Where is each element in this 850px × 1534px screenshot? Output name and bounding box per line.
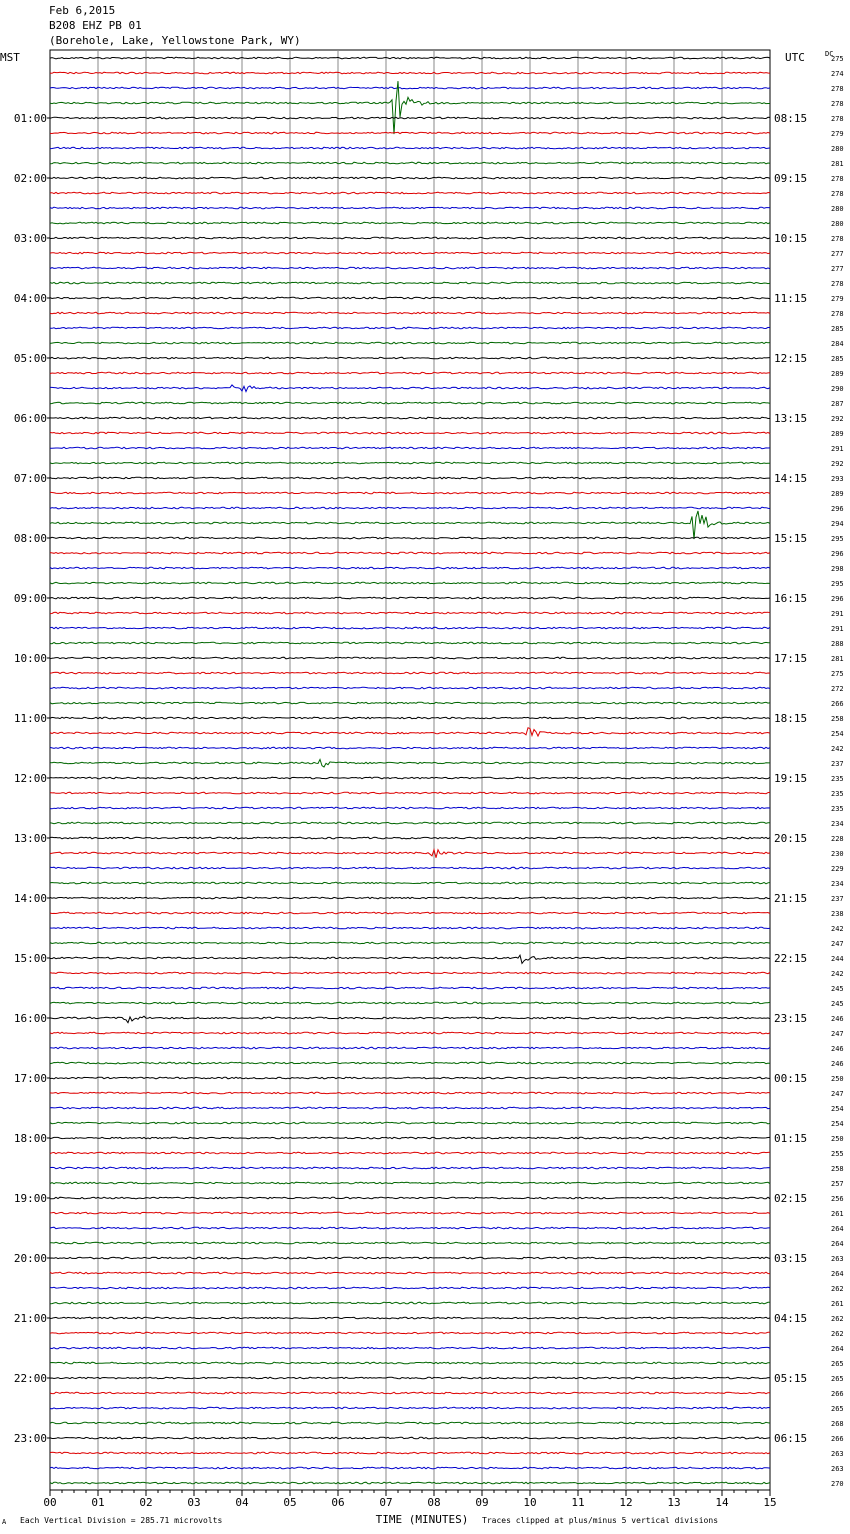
trace-line [50, 1422, 770, 1424]
trace-line [50, 492, 770, 494]
dc-offset-label: 250 [831, 1135, 844, 1143]
dc-offset-label: 263 [831, 1450, 844, 1458]
trace-line [50, 897, 770, 899]
trace-line [50, 687, 770, 689]
trace-line [50, 837, 770, 839]
x-tick-label: 13 [667, 1496, 681, 1509]
utc-hour-label: 22:15 [774, 952, 808, 965]
utc-hour-label: 04:15 [774, 1312, 808, 1325]
utc-hour-label: 20:15 [774, 832, 808, 845]
trace-line [50, 417, 770, 419]
dc-offset-label: 245 [831, 985, 844, 993]
trace-line [50, 1362, 770, 1364]
trace-line [50, 162, 770, 164]
dc-offset-label: 295 [831, 580, 844, 588]
x-tick-label: 09 [475, 1496, 489, 1509]
dc-offset-label: 285 [831, 355, 844, 363]
dc-offset-label: 254 [831, 1120, 844, 1128]
x-tick-label: 15 [763, 1496, 777, 1509]
trace-line [50, 728, 770, 736]
trace-line [50, 1152, 770, 1154]
dc-offset-label: 275 [831, 55, 844, 63]
dc-offset-label: 250 [831, 1075, 844, 1083]
trace-line [50, 867, 770, 869]
trace-line [50, 1047, 770, 1049]
dc-offset-label: 256 [831, 1195, 844, 1203]
mst-hour-label: 16:00 [13, 1012, 47, 1025]
trace-line [50, 1167, 770, 1169]
mst-hour-label: 22:00 [13, 1372, 47, 1385]
dc-offset-label: 258 [831, 715, 844, 723]
trace-line [50, 147, 770, 149]
utc-hour-label: 21:15 [774, 892, 808, 905]
trace-line [50, 462, 770, 464]
trace-line [50, 312, 770, 314]
utc-hour-label: 10:15 [774, 232, 808, 245]
dc-offset-label: 261 [831, 1210, 844, 1218]
utc-hour-label: 13:15 [774, 412, 808, 425]
dc-offset-label: 262 [831, 1285, 844, 1293]
dc-offset-label: 247 [831, 940, 844, 948]
dc-axis-label: DC [825, 50, 834, 58]
dc-offset-label: 281 [831, 655, 844, 663]
dc-offset-label: 229 [831, 865, 844, 873]
utc-hour-label: 23:15 [774, 1012, 808, 1025]
dc-offset-label: 280 [831, 205, 844, 213]
trace-line [50, 1407, 770, 1409]
trace-line [50, 777, 770, 779]
dc-offset-label: 270 [831, 1480, 844, 1488]
dc-offset-label: 262 [831, 1330, 844, 1338]
trace-line [50, 1317, 770, 1319]
dc-offset-label: 261 [831, 1300, 844, 1308]
trace-line [50, 1437, 770, 1439]
dc-offset-label: 235 [831, 775, 844, 783]
dc-offset-label: 278 [831, 85, 844, 93]
trace-line [50, 1377, 770, 1379]
trace-line [50, 1302, 770, 1304]
trace-line [50, 282, 770, 284]
x-tick-label: 10 [523, 1496, 537, 1509]
dc-offset-label: 278 [831, 190, 844, 198]
trace-line [50, 642, 770, 644]
x-axis-title: TIME (MINUTES) [375, 1513, 469, 1526]
dc-offset-label: 258 [831, 1165, 844, 1173]
dc-offset-label: 290 [831, 385, 844, 393]
mst-hour-label: 02:00 [13, 172, 47, 185]
trace-line [50, 1077, 770, 1079]
dc-offset-label: 289 [831, 370, 844, 378]
utc-hour-label: 03:15 [774, 1252, 808, 1265]
utc-hour-label: 06:15 [774, 1432, 808, 1445]
trace-line [50, 567, 770, 569]
trace-line [50, 327, 770, 329]
x-tick-label: 00 [43, 1496, 57, 1509]
trace-line [50, 760, 770, 768]
trace-line [50, 222, 770, 224]
dc-offset-label: 289 [831, 490, 844, 498]
mst-hour-label: 04:00 [13, 292, 47, 305]
trace-line [50, 747, 770, 749]
trace-line [50, 72, 770, 74]
dc-offset-label: 285 [831, 325, 844, 333]
mst-hour-label: 09:00 [13, 592, 47, 605]
trace-line [50, 942, 770, 944]
dc-offset-label: 246 [831, 1015, 844, 1023]
header-station: B208 EHZ PB 01 [49, 19, 142, 32]
dc-offset-label: 281 [831, 160, 844, 168]
trace-line [50, 1212, 770, 1214]
corner-mark: A [2, 1518, 7, 1526]
trace-line [50, 1482, 770, 1484]
dc-offset-label: 274 [831, 70, 844, 78]
trace-line [50, 447, 770, 449]
mst-hour-label: 15:00 [13, 952, 47, 965]
dc-offset-label: 288 [831, 640, 844, 648]
mst-hour-label: 01:00 [13, 112, 47, 125]
dc-offset-label: 277 [831, 250, 844, 258]
traces-group [50, 57, 770, 1484]
trace-line [50, 372, 770, 374]
dc-offset-label: 293 [831, 475, 844, 483]
trace-line [50, 822, 770, 824]
dc-offset-label: 263 [831, 1255, 844, 1263]
dc-offset-label: 287 [831, 400, 844, 408]
trace-line [50, 1272, 770, 1274]
dc-offset-label: 246 [831, 1045, 844, 1053]
utc-hour-label: 11:15 [774, 292, 808, 305]
dc-offset-label: 265 [831, 1375, 844, 1383]
dc-offset-label: 292 [831, 415, 844, 423]
trace-line [50, 972, 770, 974]
trace-line [50, 432, 770, 434]
trace-line [50, 267, 770, 269]
dc-offset-label: 291 [831, 625, 844, 633]
dc-offset-label: 242 [831, 925, 844, 933]
dc-offset-label: 246 [831, 1060, 844, 1068]
header-date: Feb 6,2015 [49, 4, 116, 17]
mst-hour-label: 11:00 [13, 712, 47, 725]
trace-line [50, 385, 770, 392]
trace-line [50, 132, 770, 134]
dc-offset-label: 295 [831, 535, 844, 543]
dc-offset-label: 280 [831, 145, 844, 153]
trace-line [50, 657, 770, 659]
dc-offset-label: 245 [831, 1000, 844, 1008]
dc-offset-label: 264 [831, 1225, 844, 1233]
trace-line [50, 552, 770, 554]
x-tick-label: 01 [91, 1496, 105, 1509]
dc-offset-label: 291 [831, 610, 844, 618]
dc-offset-label: 268 [831, 1420, 844, 1428]
dc-offset-label: 234 [831, 820, 844, 828]
dc-offset-label: 296 [831, 505, 844, 513]
dc-offset-label: 255 [831, 1150, 844, 1158]
trace-line [50, 612, 770, 614]
trace-line [50, 237, 770, 239]
dc-offset-label: 278 [831, 175, 844, 183]
dc-offset-label: 254 [831, 1105, 844, 1113]
dc-offset-label: 296 [831, 550, 844, 558]
dc-offset-label: 278 [831, 100, 844, 108]
trace-line [50, 252, 770, 254]
trace-line [50, 1242, 770, 1244]
mst-hour-label: 03:00 [13, 232, 47, 245]
trace-line [50, 1287, 770, 1289]
dc-offset-label: 291 [831, 445, 844, 453]
trace-line [50, 627, 770, 629]
trace-line [50, 1332, 770, 1334]
trace-line [50, 192, 770, 194]
mst-hour-label: 18:00 [13, 1132, 47, 1145]
dc-offset-label: 242 [831, 970, 844, 978]
dc-offset-label: 275 [831, 670, 844, 678]
dc-offset-label: 289 [831, 430, 844, 438]
mst-hour-label: 12:00 [13, 772, 47, 785]
dc-offset-label: 235 [831, 790, 844, 798]
dc-offset-label: 247 [831, 1090, 844, 1098]
scale-note: Each Vertical Division = 285.71 microvolts [20, 1516, 223, 1525]
trace-line [50, 1452, 770, 1454]
utc-hour-label: 05:15 [774, 1372, 808, 1385]
dc-offset-label: 254 [831, 730, 844, 738]
dc-offset-label: 264 [831, 1345, 844, 1353]
dc-offset-label: 244 [831, 955, 844, 963]
trace-line [50, 927, 770, 929]
x-tick-label: 08 [427, 1496, 441, 1509]
utc-hour-label: 09:15 [774, 172, 808, 185]
dc-offset-label: 242 [831, 745, 844, 753]
mst-hour-label: 20:00 [13, 1252, 47, 1265]
trace-line [50, 1182, 770, 1184]
utc-hour-label: 14:15 [774, 472, 808, 485]
mst-hour-label: 13:00 [13, 832, 47, 845]
mst-hour-label: 23:00 [13, 1432, 47, 1445]
dc-offset-label: 280 [831, 220, 844, 228]
dc-offset-label: 294 [831, 520, 844, 528]
trace-line [50, 807, 770, 809]
dc-offset-label: 265 [831, 1405, 844, 1413]
dc-offset-label: 266 [831, 1435, 844, 1443]
trace-line [50, 702, 770, 704]
trace-line [50, 955, 770, 963]
trace-line [50, 882, 770, 884]
trace-line [50, 987, 770, 989]
x-tick-label: 03 [187, 1496, 201, 1509]
x-tick-label: 07 [379, 1496, 393, 1509]
x-tick-label: 12 [619, 1496, 633, 1509]
trace-line [50, 1467, 770, 1469]
mst-hour-label: 08:00 [13, 532, 47, 545]
mst-hour-label: 05:00 [13, 352, 47, 365]
trace-line [50, 1092, 770, 1094]
dc-offset-label: 292 [831, 460, 844, 468]
trace-line [50, 87, 770, 89]
mst-hour-label: 19:00 [13, 1192, 47, 1205]
trace-line [50, 81, 770, 134]
dc-offset-label: 265 [831, 1360, 844, 1368]
trace-line [50, 1016, 770, 1023]
trace-line [50, 57, 770, 59]
utc-hour-label: 08:15 [774, 112, 808, 125]
utc-hour-label: 16:15 [774, 592, 808, 605]
trace-line [50, 297, 770, 299]
plot-frame [50, 50, 770, 1490]
trace-line [50, 1257, 770, 1259]
trace-line [50, 672, 770, 674]
dc-offset-label: 298 [831, 565, 844, 573]
dc-offset-label: 266 [831, 700, 844, 708]
utc-hour-label: 00:15 [774, 1072, 808, 1085]
dc-offset-label: 228 [831, 835, 844, 843]
mst-hour-label: 06:00 [13, 412, 47, 425]
clip-note: Traces clipped at plus/minus 5 vertical divisions [482, 1516, 719, 1525]
left-axis-label: MST [0, 51, 20, 64]
dc-offset-label: 279 [831, 130, 844, 138]
dc-offset-label: 234 [831, 880, 844, 888]
dc-offset-label: 277 [831, 265, 844, 273]
header-location: (Borehole, Lake, Yellowstone Park, WY) [49, 34, 301, 47]
trace-line [50, 1392, 770, 1394]
trace-line [50, 912, 770, 914]
utc-hour-label: 02:15 [774, 1192, 808, 1205]
dc-offset-label: 237 [831, 895, 844, 903]
trace-line [50, 207, 770, 209]
mst-hour-label: 21:00 [13, 1312, 47, 1325]
utc-hour-label: 12:15 [774, 352, 808, 365]
trace-line [50, 582, 770, 584]
dc-offset-label: 257 [831, 1180, 844, 1188]
dc-offset-label: 263 [831, 1465, 844, 1473]
trace-line [50, 177, 770, 179]
trace-line [50, 1107, 770, 1109]
dc-offset-label: 296 [831, 595, 844, 603]
trace-line [50, 792, 770, 794]
dc-offset-label: 266 [831, 1390, 844, 1398]
utc-hour-label: 18:15 [774, 712, 808, 725]
dc-offset-label: 235 [831, 805, 844, 813]
dc-offset-label: 279 [831, 295, 844, 303]
utc-hour-label: 17:15 [774, 652, 808, 665]
trace-line [50, 1137, 770, 1139]
trace-line [50, 597, 770, 599]
trace-line [50, 511, 770, 539]
dc-offset-label: 272 [831, 685, 844, 693]
dc-offset-label: 247 [831, 1030, 844, 1038]
right-axis-label: UTC [785, 51, 805, 64]
x-tick-label: 04 [235, 1496, 249, 1509]
trace-line [50, 850, 770, 858]
dc-offset-label: 278 [831, 310, 844, 318]
trace-line [50, 1062, 770, 1064]
mst-hour-label: 07:00 [13, 472, 47, 485]
trace-line [50, 1197, 770, 1199]
trace-line [50, 507, 770, 509]
x-tick-label: 06 [331, 1496, 345, 1509]
utc-hour-label: 15:15 [774, 532, 808, 545]
trace-line [50, 117, 770, 119]
x-tick-label: 14 [715, 1496, 729, 1509]
dc-offset-label: 278 [831, 235, 844, 243]
trace-line [50, 537, 770, 539]
mst-hour-label: 10:00 [13, 652, 47, 665]
x-tick-label: 11 [571, 1496, 585, 1509]
trace-line [50, 1122, 770, 1124]
trace-line [50, 357, 770, 359]
dc-offset-label: 264 [831, 1240, 844, 1248]
dc-offset-label: 237 [831, 760, 844, 768]
dc-offset-label: 284 [831, 340, 844, 348]
trace-line [50, 402, 770, 404]
trace-line [50, 1032, 770, 1034]
trace-line [50, 1002, 770, 1004]
dc-offset-label: 264 [831, 1270, 844, 1278]
trace-line [50, 342, 770, 344]
mst-hour-label: 17:00 [13, 1072, 47, 1085]
utc-hour-label: 19:15 [774, 772, 808, 785]
trace-line [50, 717, 770, 719]
trace-line [50, 477, 770, 479]
trace-line [50, 1227, 770, 1229]
x-tick-label: 05 [283, 1496, 297, 1509]
dc-offset-label: 230 [831, 850, 844, 858]
dc-offset-label: 262 [831, 1315, 844, 1323]
dc-offset-label: 278 [831, 280, 844, 288]
x-tick-label: 02 [139, 1496, 153, 1509]
mst-hour-label: 14:00 [13, 892, 47, 905]
utc-hour-label: 01:15 [774, 1132, 808, 1145]
trace-line [50, 1347, 770, 1349]
dc-offset-label: 278 [831, 115, 844, 123]
dc-offset-label: 238 [831, 910, 844, 918]
